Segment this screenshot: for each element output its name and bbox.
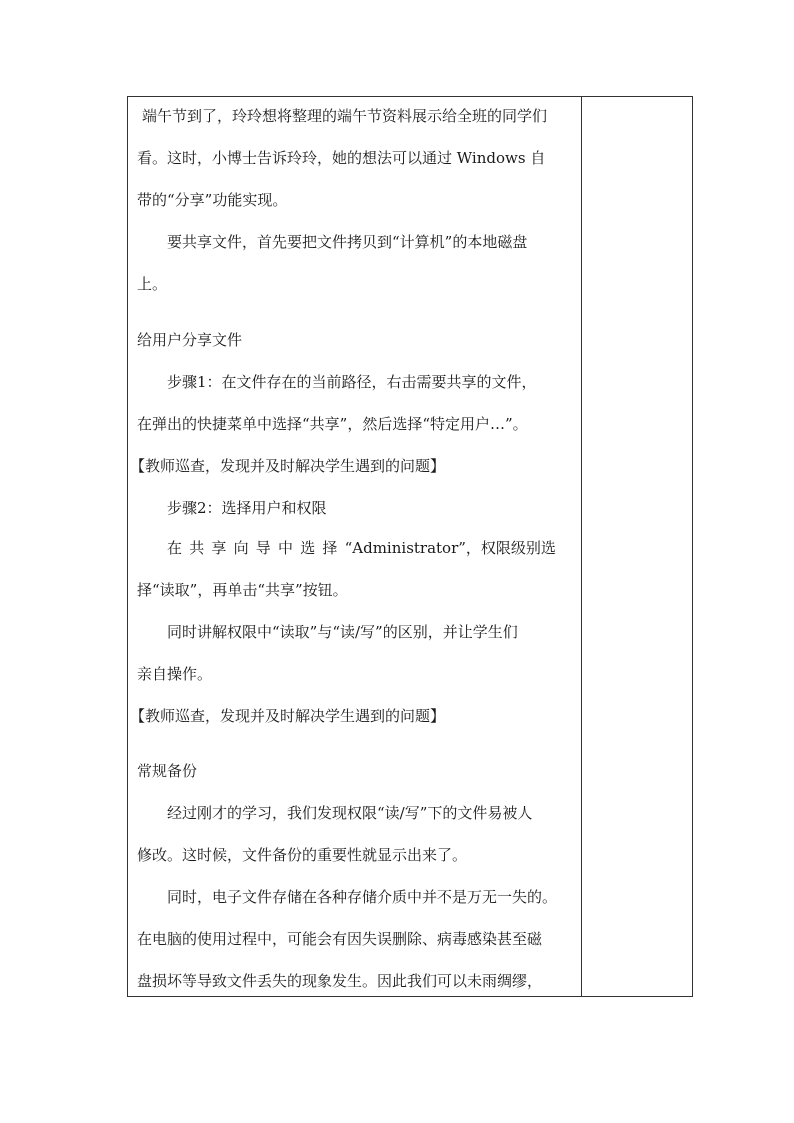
intro-line-1: 端午节到了，玲玲想将整理的端午节资料展示给全班的同学们 [142, 107, 548, 125]
copy-note-line-1: 要共享文件，首先要把文件拷贝到“计算机”的本地磁盘 [167, 233, 528, 251]
step2-title: 步骤2：选择用户和权限 [167, 499, 327, 517]
teacher-note-1: 【教师巡查，发现并及时解决学生遇到的问题】 [130, 457, 446, 475]
explain-line-2: 亲自操作。 [137, 665, 213, 683]
backup-para1-line-1: 经过刚才的学习，我们发现权限“读/写”下的文件易被人 [167, 804, 533, 822]
intro-line-2: 看。这时，小博士告诉玲玲，她的想法可以通过 Windows 自 [137, 149, 546, 167]
explain-line-1: 同时讲解权限中“读取”与“读/写”的区别，并让学生们 [167, 623, 518, 641]
backup-section-heading: 常规备份 [137, 762, 198, 780]
backup-para2-line-3: 盘损坏等导致文件丢失的现象发生。因此我们可以未雨绸缪， [137, 972, 543, 990]
copy-note-line-2: 上。 [137, 275, 168, 293]
step1-line-1: 步骤1：在文件存在的当前路径，右击需要共享的文件， [167, 373, 537, 391]
backup-para2-line-2: 在电脑的使用过程中，可能会有因失误删除、病毒感染甚至磁 [137, 930, 543, 948]
step2-line-2: 择“读取”，再单击“共享”按钮。 [137, 581, 348, 599]
step2-line-1 [167, 538, 556, 558]
step2-line-1-rest: “Administrator”，权限级别选 [344, 539, 556, 557]
lesson-table [127, 96, 693, 997]
backup-para2-line-1: 同时，电子文件存储在各种存储介质中并不是万无一失的。 [167, 888, 558, 906]
step1-line-2: 在弹出的快捷菜单中选择“共享”，然后选择“特定用户…”。 [137, 415, 528, 433]
share-section-heading: 给用户分享文件 [137, 331, 243, 349]
step2-line-1-spaced: 在共享向导中选择 [167, 539, 345, 557]
teacher-note-2: 【教师巡查，发现并及时解决学生遇到的问题】 [130, 707, 446, 725]
backup-para1-line-2: 修改。这时候，文件备份的重要性就显示出来了。 [137, 846, 468, 864]
lesson-content-cell [128, 97, 581, 996]
notes-column-cell [582, 97, 692, 996]
intro-line-3: 带的“分享”功能实现。 [137, 191, 288, 209]
